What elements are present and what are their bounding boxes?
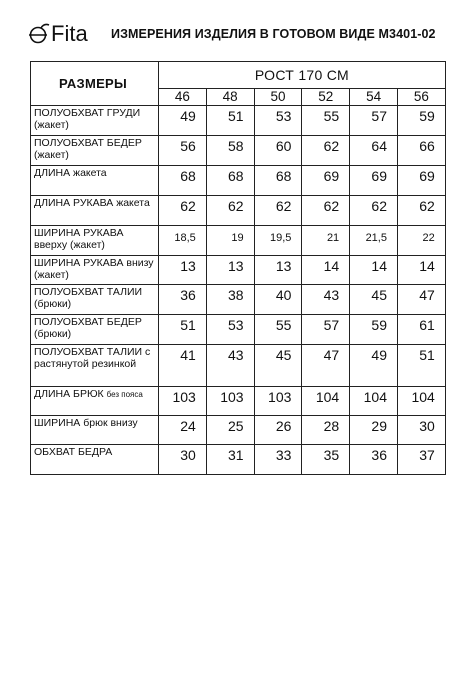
value-cell: 57 bbox=[350, 106, 398, 136]
value-cell: 68 bbox=[254, 166, 302, 196]
table-row bbox=[31, 166, 446, 196]
value-cell: 22 bbox=[397, 226, 445, 256]
value-cell: 21 bbox=[302, 226, 350, 256]
value-cell: 68 bbox=[206, 166, 254, 196]
value-cell: 33 bbox=[254, 445, 302, 475]
value-cell: 62 bbox=[254, 196, 302, 226]
value-cell: 51 bbox=[159, 315, 207, 345]
table-row bbox=[31, 106, 446, 136]
value-cell: 62 bbox=[350, 196, 398, 226]
size-header: 48 bbox=[206, 89, 254, 106]
row-label-text: ДЛИНА РУКАВА жакета bbox=[34, 197, 150, 209]
value-cell: 14 bbox=[397, 256, 445, 285]
value-cell: 13 bbox=[254, 256, 302, 285]
brand-name: Fita bbox=[51, 21, 88, 46]
value-cell: 68 bbox=[159, 166, 207, 196]
value-cell: 29 bbox=[350, 416, 398, 445]
row-label-text: ДЛИНА БРЮК bbox=[34, 388, 104, 400]
table-row bbox=[31, 226, 446, 256]
table-row bbox=[31, 387, 446, 416]
table-row bbox=[31, 196, 446, 226]
row-label bbox=[31, 106, 159, 136]
value-cell: 62 bbox=[302, 196, 350, 226]
value-cell: 31 bbox=[206, 445, 254, 475]
value-cell: 56 bbox=[159, 136, 207, 166]
value-cell: 41 bbox=[159, 345, 207, 387]
value-cell: 45 bbox=[254, 345, 302, 387]
row-label-text: ПОЛУОБХВАТ БЕДЕР (брюки) bbox=[34, 316, 142, 340]
row-label bbox=[31, 387, 159, 416]
row-label-text: ПОЛУОБХВАТ ТАЛИИ (брюки) bbox=[34, 286, 143, 310]
value-cell: 25 bbox=[206, 416, 254, 445]
table-row bbox=[31, 445, 446, 475]
value-cell: 36 bbox=[159, 285, 207, 315]
value-cell: 104 bbox=[302, 387, 350, 416]
value-cell: 43 bbox=[206, 345, 254, 387]
brand-logo bbox=[28, 22, 88, 46]
value-cell: 104 bbox=[350, 387, 398, 416]
value-cell: 47 bbox=[302, 345, 350, 387]
value-cell: 69 bbox=[397, 166, 445, 196]
value-cell: 61 bbox=[397, 315, 445, 345]
row-label-text: ДЛИНА жакета bbox=[34, 167, 107, 179]
value-cell: 13 bbox=[206, 256, 254, 285]
table-row bbox=[31, 416, 446, 445]
row-label bbox=[31, 166, 159, 196]
size-header: 46 bbox=[159, 89, 207, 106]
value-cell: 24 bbox=[159, 416, 207, 445]
value-cell: 51 bbox=[397, 345, 445, 387]
row-label-text: ПОЛУОБХВАТ ГРУДИ (жакет) bbox=[34, 107, 141, 131]
value-cell: 14 bbox=[302, 256, 350, 285]
sizes-header: РАЗМЕРЫ bbox=[31, 62, 159, 106]
value-cell: 57 bbox=[302, 315, 350, 345]
row-label-text: ШИРИНА РУКАВА вверху (жакет) bbox=[34, 227, 124, 251]
value-cell: 19,5 bbox=[254, 226, 302, 256]
row-label bbox=[31, 196, 159, 226]
page-title: ИЗМЕРЕНИЯ ИЗДЕЛИЯ В ГОТОВОМ ВИДЕ М3401-02 bbox=[111, 27, 436, 41]
row-label bbox=[31, 345, 159, 387]
value-cell: 53 bbox=[254, 106, 302, 136]
value-cell: 62 bbox=[397, 196, 445, 226]
value-cell: 43 bbox=[302, 285, 350, 315]
row-label bbox=[31, 445, 159, 475]
row-label-text: ПОЛУОБХВАТ БЕДЕР (жакет) bbox=[34, 137, 142, 161]
header bbox=[28, 22, 448, 52]
size-header: 50 bbox=[254, 89, 302, 106]
row-label-text: ПОЛУОБХВАТ ТАЛИИ с растянутой резинкой bbox=[34, 346, 151, 370]
value-cell: 36 bbox=[350, 445, 398, 475]
table-row bbox=[31, 345, 446, 387]
value-cell: 103 bbox=[206, 387, 254, 416]
size-header: 52 bbox=[302, 89, 350, 106]
value-cell: 21,5 bbox=[350, 226, 398, 256]
table-row bbox=[31, 285, 446, 315]
row-label bbox=[31, 136, 159, 166]
value-cell: 55 bbox=[302, 106, 350, 136]
table-row bbox=[31, 136, 446, 166]
value-cell: 62 bbox=[206, 196, 254, 226]
value-cell: 103 bbox=[159, 387, 207, 416]
row-label bbox=[31, 256, 159, 285]
value-cell: 58 bbox=[206, 136, 254, 166]
value-cell: 35 bbox=[302, 445, 350, 475]
value-cell: 51 bbox=[206, 106, 254, 136]
value-cell: 69 bbox=[302, 166, 350, 196]
value-cell: 13 bbox=[159, 256, 207, 285]
value-cell: 14 bbox=[350, 256, 398, 285]
row-label-text: ОБХВАТ БЕДРА bbox=[34, 446, 113, 458]
row-label-note: без пояса bbox=[106, 390, 143, 399]
value-cell: 64 bbox=[350, 136, 398, 166]
value-cell: 37 bbox=[397, 445, 445, 475]
measurements-table bbox=[30, 61, 446, 475]
value-cell: 40 bbox=[254, 285, 302, 315]
value-cell: 59 bbox=[350, 315, 398, 345]
value-cell: 62 bbox=[159, 196, 207, 226]
brand-logo-icon bbox=[28, 22, 50, 46]
value-cell: 19 bbox=[206, 226, 254, 256]
table-row bbox=[31, 315, 446, 345]
value-cell: 62 bbox=[302, 136, 350, 166]
value-cell: 26 bbox=[254, 416, 302, 445]
value-cell: 49 bbox=[159, 106, 207, 136]
row-label bbox=[31, 285, 159, 315]
value-cell: 55 bbox=[254, 315, 302, 345]
size-header: 54 bbox=[350, 89, 398, 106]
row-label bbox=[31, 226, 159, 256]
value-cell: 104 bbox=[397, 387, 445, 416]
value-cell: 66 bbox=[397, 136, 445, 166]
value-cell: 103 bbox=[254, 387, 302, 416]
row-label bbox=[31, 416, 159, 445]
value-cell: 28 bbox=[302, 416, 350, 445]
value-cell: 45 bbox=[350, 285, 398, 315]
value-cell: 18,5 bbox=[159, 226, 207, 256]
row-label bbox=[31, 315, 159, 345]
value-cell: 53 bbox=[206, 315, 254, 345]
value-cell: 59 bbox=[397, 106, 445, 136]
value-cell: 38 bbox=[206, 285, 254, 315]
value-cell: 69 bbox=[350, 166, 398, 196]
value-cell: 30 bbox=[159, 445, 207, 475]
size-header: 56 bbox=[397, 89, 445, 106]
value-cell: 47 bbox=[397, 285, 445, 315]
row-label-text: ШИРИНА брюк внизу bbox=[34, 417, 138, 429]
height-group-header: РОСТ 170 СМ bbox=[159, 62, 446, 89]
row-label-text: ШИРИНА РУКАВА внизу (жакет) bbox=[34, 257, 154, 281]
table-row bbox=[31, 256, 446, 285]
value-cell: 30 bbox=[397, 416, 445, 445]
value-cell: 60 bbox=[254, 136, 302, 166]
value-cell: 49 bbox=[350, 345, 398, 387]
